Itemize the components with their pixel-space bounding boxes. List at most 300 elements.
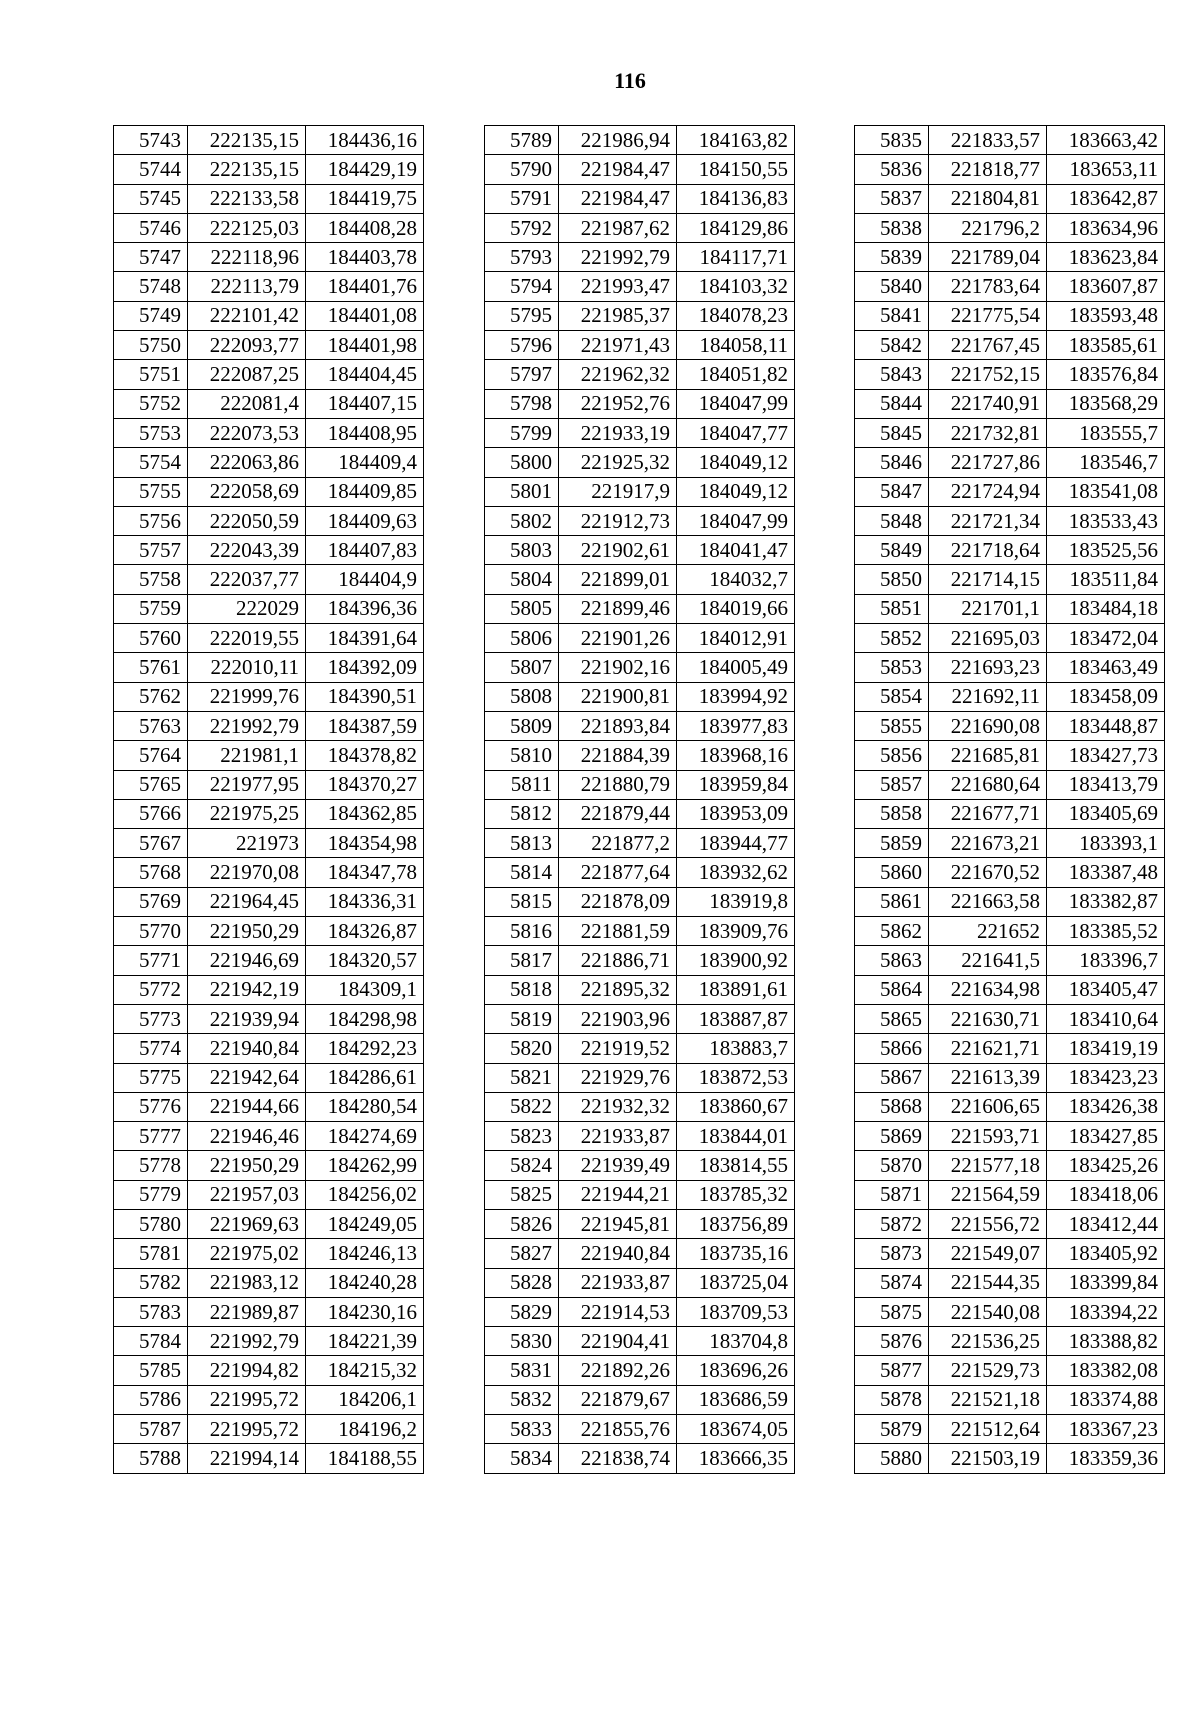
y-coordinate-cell: 184163,82 [677,126,795,155]
y-coordinate-cell: 184215,32 [306,1356,424,1385]
x-coordinate-cell: 221942,19 [188,975,306,1004]
x-coordinate-cell: 221987,62 [559,213,677,242]
x-coordinate-cell: 221606,65 [929,1092,1047,1121]
point-number-cell: 5767 [114,829,188,858]
point-number-cell: 5773 [114,1004,188,1033]
table-row [855,770,1165,799]
x-coordinate-cell: 222133,58 [188,184,306,213]
table-row [114,1239,424,1268]
table-row [855,1444,1165,1473]
coordinate-table-3 [854,125,1165,1474]
x-coordinate-cell: 221940,84 [559,1239,677,1268]
x-coordinate-cell: 221540,08 [929,1297,1047,1326]
table-row [855,1180,1165,1209]
x-coordinate-cell: 221692,11 [929,682,1047,711]
table-row [485,829,795,858]
point-number-cell: 5814 [485,858,559,887]
point-number-cell: 5851 [855,594,929,623]
point-number-cell: 5805 [485,594,559,623]
table-row [485,1034,795,1063]
table-row [114,799,424,828]
x-coordinate-cell: 222043,39 [188,536,306,565]
table-row [855,711,1165,740]
y-coordinate-cell: 184041,47 [677,536,795,565]
x-coordinate-cell: 222081,4 [188,389,306,418]
y-coordinate-cell: 183419,19 [1047,1034,1165,1063]
y-coordinate-cell: 183704,8 [677,1327,795,1356]
x-coordinate-cell: 221964,45 [188,887,306,916]
table-row [485,858,795,887]
table-row [855,1356,1165,1385]
x-coordinate-cell: 221564,59 [929,1180,1047,1209]
y-coordinate-cell: 184274,69 [306,1122,424,1151]
table-row [855,213,1165,242]
y-coordinate-cell: 184409,63 [306,506,424,535]
table-row [485,1092,795,1121]
table-row [485,1327,795,1356]
y-coordinate-cell: 184049,12 [677,477,795,506]
point-number-cell: 5761 [114,653,188,682]
x-coordinate-cell: 221634,98 [929,975,1047,1004]
table-row [114,1327,424,1356]
y-coordinate-cell: 184407,15 [306,389,424,418]
point-number-cell: 5813 [485,829,559,858]
table-row [855,1151,1165,1180]
y-coordinate-cell: 184408,95 [306,418,424,447]
point-number-cell: 5794 [485,272,559,301]
table-row [855,1004,1165,1033]
point-number-cell: 5844 [855,389,929,418]
y-coordinate-cell: 184019,66 [677,594,795,623]
point-number-cell: 5871 [855,1180,929,1209]
x-coordinate-cell: 221752,15 [929,360,1047,389]
x-coordinate-cell: 222087,25 [188,360,306,389]
point-number-cell: 5776 [114,1092,188,1121]
point-number-cell: 5824 [485,1151,559,1180]
table-row [485,536,795,565]
x-coordinate-cell: 221950,29 [188,917,306,946]
point-number-cell: 5746 [114,213,188,242]
y-coordinate-cell: 184129,86 [677,213,795,242]
x-coordinate-cell: 221945,81 [559,1209,677,1238]
table-row [485,155,795,184]
x-coordinate-cell: 221895,32 [559,975,677,1004]
x-coordinate-cell: 221932,32 [559,1092,677,1121]
y-coordinate-cell: 184032,7 [677,565,795,594]
x-coordinate-cell: 221503,19 [929,1444,1047,1473]
table-row [855,1268,1165,1297]
point-number-cell: 5849 [855,536,929,565]
x-coordinate-cell: 221962,32 [559,360,677,389]
point-number-cell: 5752 [114,389,188,418]
table-row [855,1034,1165,1063]
x-coordinate-cell: 221973 [188,829,306,858]
x-coordinate-cell: 222050,59 [188,506,306,535]
y-coordinate-cell: 184047,99 [677,506,795,535]
y-coordinate-cell: 183367,23 [1047,1415,1165,1444]
point-number-cell: 5880 [855,1444,929,1473]
table-row [485,506,795,535]
point-number-cell: 5779 [114,1180,188,1209]
y-coordinate-cell: 183382,08 [1047,1356,1165,1385]
table-row [114,301,424,330]
point-number-cell: 5750 [114,331,188,360]
y-coordinate-cell: 183412,44 [1047,1209,1165,1238]
table-row [485,1297,795,1326]
y-coordinate-cell: 183359,36 [1047,1444,1165,1473]
x-coordinate-cell: 222113,79 [188,272,306,301]
point-number-cell: 5835 [855,126,929,155]
table-row [114,360,424,389]
table-row [114,711,424,740]
point-number-cell: 5831 [485,1356,559,1385]
y-coordinate-cell: 183405,47 [1047,975,1165,1004]
point-number-cell: 5868 [855,1092,929,1121]
x-coordinate-cell: 221993,47 [559,272,677,301]
y-coordinate-cell: 184078,23 [677,301,795,330]
y-coordinate-cell: 184392,09 [306,653,424,682]
x-coordinate-cell: 221877,2 [559,829,677,858]
y-coordinate-cell: 184136,83 [677,184,795,213]
x-coordinate-cell: 221641,5 [929,946,1047,975]
x-coordinate-cell: 222010,11 [188,653,306,682]
x-coordinate-cell: 221893,84 [559,711,677,740]
point-number-cell: 5797 [485,360,559,389]
point-number-cell: 5877 [855,1356,929,1385]
table-row [114,1297,424,1326]
x-coordinate-cell: 221995,72 [188,1415,306,1444]
table-row [855,1297,1165,1326]
point-number-cell: 5823 [485,1122,559,1151]
point-number-cell: 5843 [855,360,929,389]
y-coordinate-cell: 183872,53 [677,1063,795,1092]
table-row [485,1122,795,1151]
table-row [485,1385,795,1414]
y-coordinate-cell: 184292,23 [306,1034,424,1063]
x-coordinate-cell: 221986,94 [559,126,677,155]
point-number-cell: 5782 [114,1268,188,1297]
y-coordinate-cell: 183576,84 [1047,360,1165,389]
point-number-cell: 5872 [855,1209,929,1238]
point-number-cell: 5838 [855,213,929,242]
y-coordinate-cell: 183585,61 [1047,331,1165,360]
table-row [485,1004,795,1033]
point-number-cell: 5778 [114,1151,188,1180]
point-number-cell: 5803 [485,536,559,565]
table-row [855,624,1165,653]
x-coordinate-cell: 221975,25 [188,799,306,828]
y-coordinate-cell: 184117,71 [677,243,795,272]
table-row [485,682,795,711]
point-number-cell: 5800 [485,448,559,477]
x-coordinate-cell: 222118,96 [188,243,306,272]
point-number-cell: 5846 [855,448,929,477]
y-coordinate-cell: 183959,84 [677,770,795,799]
point-number-cell: 5852 [855,624,929,653]
x-coordinate-cell: 221899,46 [559,594,677,623]
x-coordinate-cell: 222037,77 [188,565,306,594]
point-number-cell: 5765 [114,770,188,799]
table-row [114,858,424,887]
x-coordinate-cell: 221992,79 [188,711,306,740]
y-coordinate-cell: 184404,45 [306,360,424,389]
y-coordinate-cell: 183663,42 [1047,126,1165,155]
point-number-cell: 5833 [485,1415,559,1444]
table-row [485,1444,795,1473]
y-coordinate-cell: 183546,7 [1047,448,1165,477]
table-row [855,389,1165,418]
x-coordinate-cell: 221994,82 [188,1356,306,1385]
table-row [485,184,795,213]
table-row [485,594,795,623]
x-coordinate-cell: 221971,43 [559,331,677,360]
point-number-cell: 5801 [485,477,559,506]
x-coordinate-cell: 221939,94 [188,1004,306,1033]
table-row [855,887,1165,916]
x-coordinate-cell: 222125,03 [188,213,306,242]
table-row [485,917,795,946]
point-number-cell: 5743 [114,126,188,155]
table-row [855,565,1165,594]
x-coordinate-cell: 221621,71 [929,1034,1047,1063]
y-coordinate-cell: 184240,28 [306,1268,424,1297]
x-coordinate-cell: 221914,53 [559,1297,677,1326]
point-number-cell: 5766 [114,799,188,828]
x-coordinate-cell: 221940,84 [188,1034,306,1063]
table-row [114,594,424,623]
y-coordinate-cell: 183405,69 [1047,799,1165,828]
y-coordinate-cell: 184403,78 [306,243,424,272]
table-row [114,1063,424,1092]
x-coordinate-cell: 221946,69 [188,946,306,975]
x-coordinate-cell: 221983,12 [188,1268,306,1297]
x-coordinate-cell: 221783,64 [929,272,1047,301]
y-coordinate-cell: 183883,7 [677,1034,795,1063]
point-number-cell: 5785 [114,1356,188,1385]
x-coordinate-cell: 221724,94 [929,477,1047,506]
x-coordinate-cell: 221732,81 [929,418,1047,447]
x-coordinate-cell: 222019,55 [188,624,306,653]
y-coordinate-cell: 184409,85 [306,477,424,506]
x-coordinate-cell: 221902,16 [559,653,677,682]
y-coordinate-cell: 184390,51 [306,682,424,711]
table-row [485,243,795,272]
table-row [855,1209,1165,1238]
point-number-cell: 5818 [485,975,559,1004]
y-coordinate-cell: 184347,78 [306,858,424,887]
table-row [855,653,1165,682]
x-coordinate-cell: 221944,21 [559,1180,677,1209]
table-row [855,301,1165,330]
x-coordinate-cell: 221995,72 [188,1385,306,1414]
point-number-cell: 5796 [485,331,559,360]
y-coordinate-cell: 184196,2 [306,1415,424,1444]
table-row [485,360,795,389]
y-coordinate-cell: 184051,82 [677,360,795,389]
x-coordinate-cell: 222073,53 [188,418,306,447]
table-row [114,829,424,858]
y-coordinate-cell: 183666,35 [677,1444,795,1473]
x-coordinate-cell: 221544,35 [929,1268,1047,1297]
table-row [855,448,1165,477]
x-coordinate-cell: 222135,15 [188,126,306,155]
y-coordinate-cell: 183525,56 [1047,536,1165,565]
table-row [114,1415,424,1444]
x-coordinate-cell: 221577,18 [929,1151,1047,1180]
table-row [485,624,795,653]
x-coordinate-cell: 221984,47 [559,184,677,213]
point-number-cell: 5751 [114,360,188,389]
table-row [855,682,1165,711]
point-number-cell: 5771 [114,946,188,975]
point-number-cell: 5756 [114,506,188,535]
x-coordinate-cell: 221992,79 [188,1327,306,1356]
x-coordinate-cell: 221919,52 [559,1034,677,1063]
y-coordinate-cell: 183968,16 [677,741,795,770]
y-coordinate-cell: 183674,05 [677,1415,795,1444]
y-coordinate-cell: 184401,08 [306,301,424,330]
point-number-cell: 5865 [855,1004,929,1033]
y-coordinate-cell: 183426,38 [1047,1092,1165,1121]
table-row [114,536,424,565]
y-coordinate-cell: 183725,04 [677,1268,795,1297]
y-coordinate-cell: 183919,8 [677,887,795,916]
y-coordinate-cell: 184320,57 [306,946,424,975]
y-coordinate-cell: 183399,84 [1047,1268,1165,1297]
y-coordinate-cell: 184256,02 [306,1180,424,1209]
y-coordinate-cell: 183427,73 [1047,741,1165,770]
point-number-cell: 5815 [485,887,559,916]
point-number-cell: 5863 [855,946,929,975]
x-coordinate-cell: 221630,71 [929,1004,1047,1033]
table-row [485,448,795,477]
y-coordinate-cell: 184407,83 [306,536,424,565]
y-coordinate-cell: 184391,64 [306,624,424,653]
y-coordinate-cell: 183463,49 [1047,653,1165,682]
y-coordinate-cell: 184378,82 [306,741,424,770]
y-coordinate-cell: 183696,26 [677,1356,795,1385]
point-number-cell: 5810 [485,741,559,770]
y-coordinate-cell: 184280,54 [306,1092,424,1121]
point-number-cell: 5837 [855,184,929,213]
table-row [485,389,795,418]
y-coordinate-cell: 184326,87 [306,917,424,946]
point-number-cell: 5827 [485,1239,559,1268]
table-row [485,1063,795,1092]
point-number-cell: 5764 [114,741,188,770]
table-row [485,1151,795,1180]
y-coordinate-cell: 184409,4 [306,448,424,477]
table-row [114,477,424,506]
table-row [855,155,1165,184]
table-row [485,477,795,506]
table-row [114,1004,424,1033]
x-coordinate-cell: 221878,09 [559,887,677,916]
y-coordinate-cell: 183953,09 [677,799,795,828]
point-number-cell: 5879 [855,1415,929,1444]
point-number-cell: 5806 [485,624,559,653]
x-coordinate-cell: 221933,87 [559,1122,677,1151]
point-number-cell: 5808 [485,682,559,711]
y-coordinate-cell: 183814,55 [677,1151,795,1180]
table-row [485,946,795,975]
point-number-cell: 5832 [485,1385,559,1414]
point-number-cell: 5749 [114,301,188,330]
y-coordinate-cell: 183844,01 [677,1122,795,1151]
point-number-cell: 5772 [114,975,188,1004]
table-row [114,155,424,184]
y-coordinate-cell: 183387,48 [1047,858,1165,887]
x-coordinate-cell: 221789,04 [929,243,1047,272]
y-coordinate-cell: 183932,62 [677,858,795,887]
point-number-cell: 5864 [855,975,929,1004]
table-row [485,711,795,740]
point-number-cell: 5802 [485,506,559,535]
table-row [855,1239,1165,1268]
table-row [485,975,795,1004]
point-number-cell: 5820 [485,1034,559,1063]
y-coordinate-cell: 184188,55 [306,1444,424,1473]
coordinate-table-1 [113,125,424,1474]
point-number-cell: 5826 [485,1209,559,1238]
table-row [855,126,1165,155]
y-coordinate-cell: 184408,28 [306,213,424,242]
table-row [114,1180,424,1209]
point-number-cell: 5775 [114,1063,188,1092]
y-coordinate-cell: 184047,77 [677,418,795,447]
point-number-cell: 5755 [114,477,188,506]
point-number-cell: 5790 [485,155,559,184]
point-number-cell: 5784 [114,1327,188,1356]
y-coordinate-cell: 183887,87 [677,1004,795,1033]
point-number-cell: 5791 [485,184,559,213]
table-row [485,1356,795,1385]
x-coordinate-cell: 221977,95 [188,770,306,799]
point-number-cell: 5817 [485,946,559,975]
x-coordinate-cell: 221838,74 [559,1444,677,1473]
x-coordinate-cell: 221917,9 [559,477,677,506]
x-coordinate-cell: 221652 [929,917,1047,946]
table-row [114,126,424,155]
x-coordinate-cell: 222135,15 [188,155,306,184]
point-number-cell: 5747 [114,243,188,272]
point-number-cell: 5792 [485,213,559,242]
point-number-cell: 5777 [114,1122,188,1151]
point-number-cell: 5859 [855,829,929,858]
point-number-cell: 5748 [114,272,188,301]
point-number-cell: 5862 [855,917,929,946]
y-coordinate-cell: 183860,67 [677,1092,795,1121]
x-coordinate-cell: 222058,69 [188,477,306,506]
x-coordinate-cell: 221521,18 [929,1385,1047,1414]
table-row [855,1122,1165,1151]
point-number-cell: 5821 [485,1063,559,1092]
x-coordinate-cell: 221925,32 [559,448,677,477]
point-number-cell: 5855 [855,711,929,740]
x-coordinate-cell: 221877,64 [559,858,677,887]
y-coordinate-cell: 184221,39 [306,1327,424,1356]
table-row [114,917,424,946]
y-coordinate-cell: 184206,1 [306,1385,424,1414]
y-coordinate-cell: 183458,09 [1047,682,1165,711]
x-coordinate-cell: 222063,86 [188,448,306,477]
y-coordinate-cell: 184286,61 [306,1063,424,1092]
table-row [114,506,424,535]
x-coordinate-cell: 221740,91 [929,389,1047,418]
table-row [855,418,1165,447]
table-row [485,565,795,594]
x-coordinate-cell: 221970,08 [188,858,306,887]
